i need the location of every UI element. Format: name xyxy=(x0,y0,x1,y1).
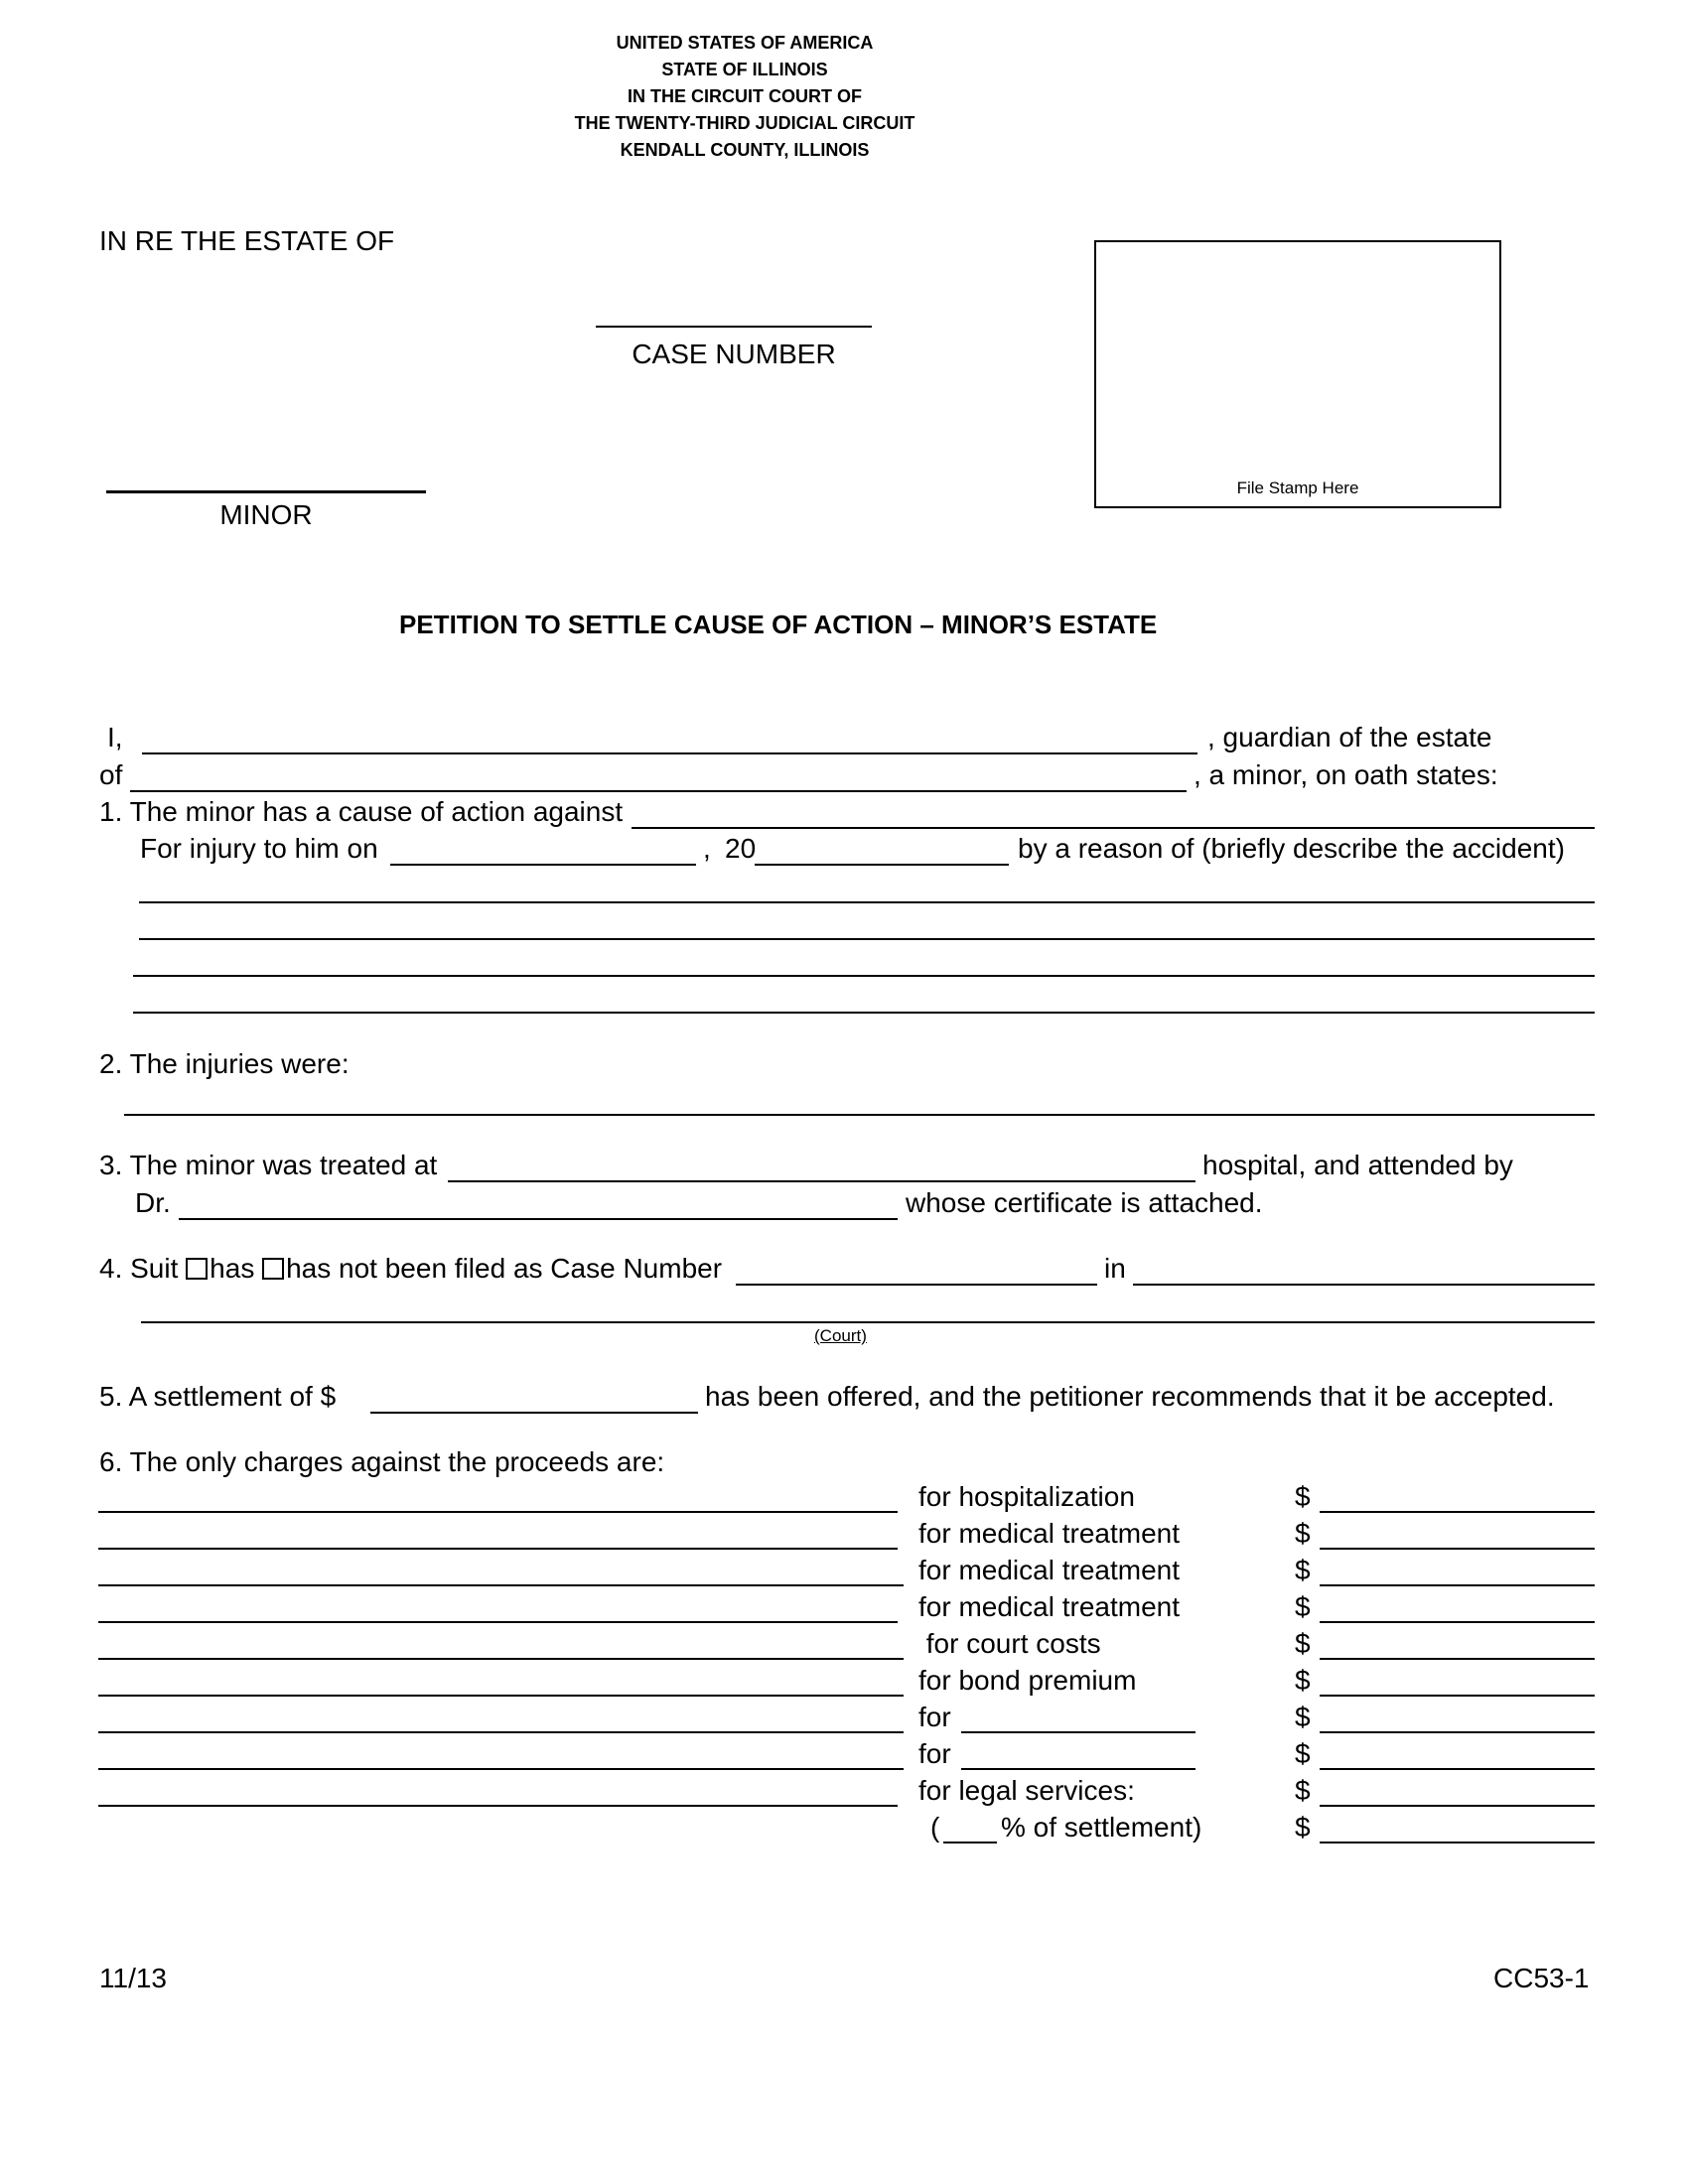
i-label: I, xyxy=(107,722,123,752)
header-line: THE TWENTY-THIRD JUDICIAL CIRCUIT xyxy=(574,113,915,133)
minor-estate-name-field[interactable] xyxy=(130,790,1187,792)
header-line: KENDALL COUNTY, ILLINOIS xyxy=(620,140,870,160)
file-stamp-label: File Stamp Here xyxy=(1236,478,1359,497)
charge-label: for xyxy=(918,1702,951,1732)
payee-field[interactable] xyxy=(98,1768,904,1770)
certificate-text: whose certificate is attached. xyxy=(906,1187,1263,1218)
prior-case-number-field[interactable] xyxy=(736,1284,1097,1286)
has-checkbox[interactable] xyxy=(186,1258,208,1280)
item3-label: 3. The minor was treated at xyxy=(99,1150,438,1180)
item6-label: 6. The only charges against the proceeds are: xyxy=(99,1446,665,1477)
payee-field[interactable] xyxy=(98,1621,898,1623)
amount-field[interactable] xyxy=(1320,1731,1595,1733)
dollar-sign: $ xyxy=(1295,1591,1311,1622)
suit-label: 4. Suit xyxy=(99,1253,179,1284)
settlement-text: has been offered, and the petitioner recommends that it be accepted. xyxy=(705,1381,1555,1412)
amount-field[interactable] xyxy=(1320,1805,1595,1807)
other-charge-field[interactable] xyxy=(961,1731,1196,1733)
court-header xyxy=(496,30,993,164)
dollar-sign: $ xyxy=(1295,1665,1311,1696)
charge-label: for medical treatment xyxy=(918,1555,1180,1585)
defendant-field[interactable] xyxy=(632,827,1595,829)
year-prefix: 20 xyxy=(725,833,757,864)
dollar-sign: $ xyxy=(1295,1628,1311,1659)
charge-label: for medical treatment xyxy=(918,1518,1180,1549)
item2-label: 2. The injuries were: xyxy=(99,1048,350,1079)
in-re-label: IN RE THE ESTATE OF xyxy=(99,225,395,256)
court-label: (Court) xyxy=(814,1326,867,1345)
minor-name-field[interactable] xyxy=(106,490,426,493)
charge-label: for court costs xyxy=(918,1628,1101,1659)
legal-percent-field[interactable] xyxy=(943,1842,997,1843)
accident-description-line[interactable] xyxy=(133,1012,1595,1014)
dr-label: Dr. xyxy=(135,1187,171,1218)
header-line: IN THE CIRCUIT COURT OF xyxy=(628,86,862,106)
payee-field[interactable] xyxy=(98,1731,904,1733)
payee-field[interactable] xyxy=(98,1658,904,1660)
accident-description-line[interactable] xyxy=(133,975,1595,977)
hospital-field[interactable] xyxy=(448,1180,1196,1182)
petition-title: PETITION TO SETTLE CAUSE OF ACTION – MINOR’S ESTATE xyxy=(399,610,1158,639)
footer-date-code: 11/13 xyxy=(99,1963,167,1993)
other-charge-field[interactable] xyxy=(961,1768,1196,1770)
settlement-amount-field[interactable] xyxy=(370,1412,698,1414)
amount-field[interactable] xyxy=(1320,1548,1595,1550)
guardian-name-field[interactable] xyxy=(142,752,1197,754)
amount-field[interactable] xyxy=(1320,1511,1595,1513)
amount-field[interactable] xyxy=(1320,1584,1595,1586)
in-label: in xyxy=(1104,1253,1126,1284)
has-label: has xyxy=(210,1253,255,1284)
has-not-checkbox[interactable] xyxy=(262,1258,284,1280)
accident-reason-text: by a reason of (briefly describe the accident) xyxy=(1018,833,1565,864)
doctor-name-field[interactable] xyxy=(179,1218,898,1220)
item5-label: 5. A settlement of $ xyxy=(99,1381,337,1412)
accident-description-line[interactable] xyxy=(139,901,1595,903)
case-number-label: CASE NUMBER xyxy=(632,339,836,369)
payee-field[interactable] xyxy=(98,1584,904,1586)
amount-field[interactable] xyxy=(1320,1768,1595,1770)
footer-form-code: CC53-1 xyxy=(1493,1963,1590,1993)
dollar-sign: $ xyxy=(1295,1738,1311,1769)
amount-field[interactable] xyxy=(1320,1621,1595,1623)
payee-field[interactable] xyxy=(98,1548,898,1550)
item4-row xyxy=(99,1252,722,1286)
of-label: of xyxy=(99,759,123,790)
dollar-sign: $ xyxy=(1295,1812,1311,1843)
injuries-field[interactable] xyxy=(124,1114,1595,1116)
charge-label: for medical treatment xyxy=(918,1591,1180,1622)
file-stamp-box xyxy=(1094,240,1501,508)
injury-date-label: For injury to him on xyxy=(140,833,378,864)
dollar-sign: $ xyxy=(1295,1702,1311,1732)
item1-label: 1. The minor has a cause of action against xyxy=(99,796,624,827)
minor-label: MINOR xyxy=(219,499,313,530)
percent-open-paren: ( xyxy=(930,1812,940,1843)
accident-description-line[interactable] xyxy=(139,938,1595,940)
dollar-sign: $ xyxy=(1295,1775,1311,1806)
dollar-sign: $ xyxy=(1295,1518,1311,1549)
amount-field[interactable] xyxy=(1320,1658,1595,1660)
injury-year-field[interactable] xyxy=(755,864,1009,866)
payee-field[interactable] xyxy=(98,1511,898,1513)
hospital-text: hospital, and attended by xyxy=(1202,1150,1513,1180)
percent-of-settlement-label: % of settlement) xyxy=(1001,1812,1202,1843)
amount-field[interactable] xyxy=(1320,1695,1595,1697)
guardian-text: , guardian of the estate xyxy=(1207,722,1492,752)
header-line: UNITED STATES OF AMERICA xyxy=(616,33,874,53)
date-comma: , xyxy=(703,833,711,864)
header-line: STATE OF ILLINOIS xyxy=(661,60,828,79)
dollar-sign: $ xyxy=(1295,1481,1311,1512)
case-number-field[interactable] xyxy=(596,326,872,328)
amount-field[interactable] xyxy=(1320,1842,1595,1843)
has-not-label: has not been filed as Case Number xyxy=(286,1253,723,1284)
dollar-sign: $ xyxy=(1295,1555,1311,1585)
payee-field[interactable] xyxy=(98,1805,898,1807)
injury-date-field[interactable] xyxy=(390,864,696,866)
minor-oath-text: , a minor, on oath states: xyxy=(1194,759,1498,790)
charge-label: for legal services: xyxy=(918,1775,1135,1806)
charge-label: for hospitalization xyxy=(918,1481,1135,1512)
charge-label: for bond premium xyxy=(918,1665,1137,1696)
charge-label: for xyxy=(918,1738,951,1769)
court-name-field[interactable] xyxy=(141,1321,1595,1323)
court-location-field[interactable] xyxy=(1133,1284,1595,1286)
payee-field[interactable] xyxy=(98,1695,904,1697)
